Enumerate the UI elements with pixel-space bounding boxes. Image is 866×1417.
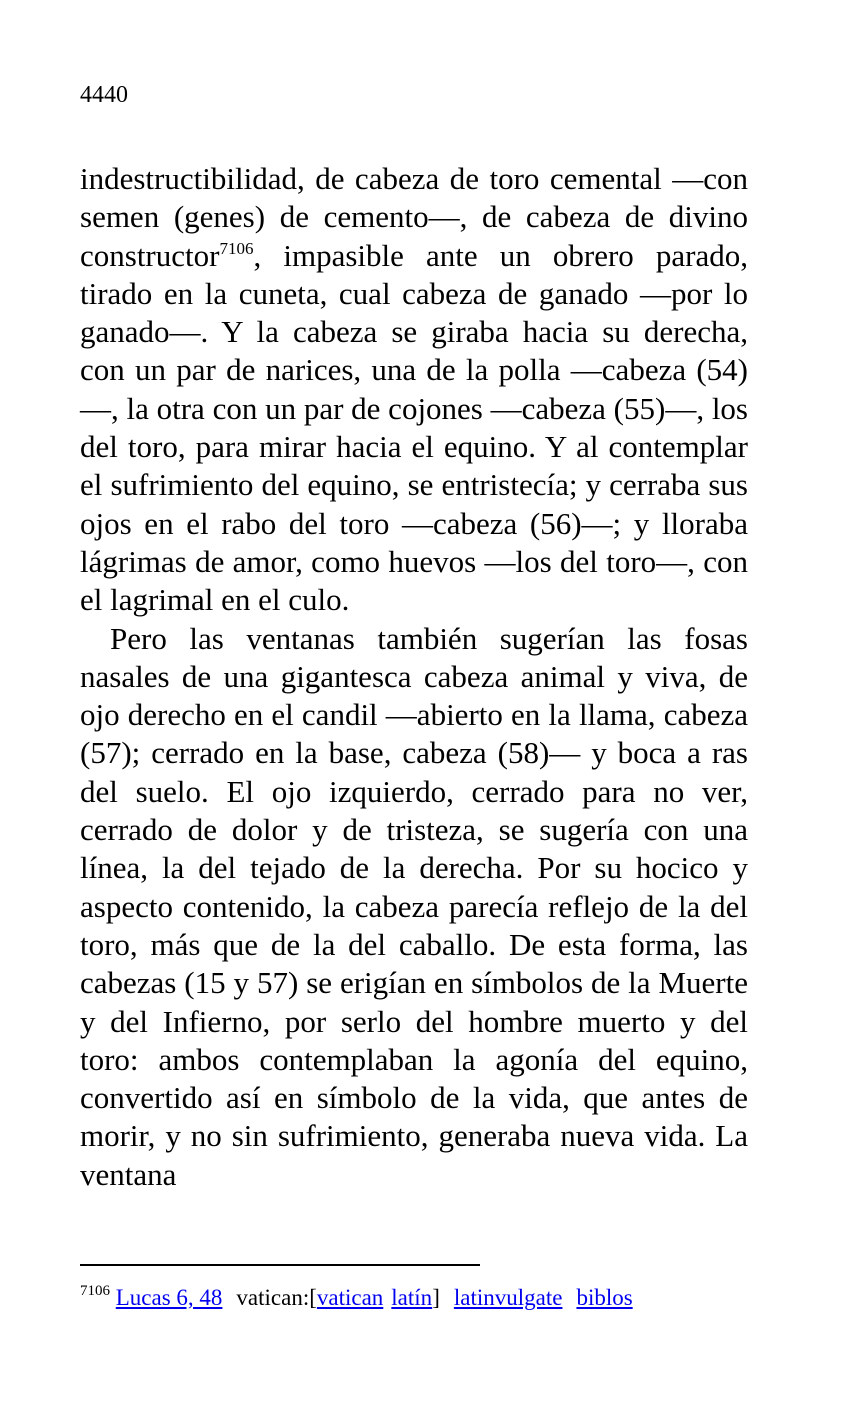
link-vatican[interactable]: vatican	[316, 1285, 384, 1310]
paragraph-2: Pero las ventanas también sugerían las fosas nasales de una gigantesca cabeza animal y viva, de ojo derecho en el candil —abierto en la llama, cabeza (57); cerrado en la base, cabeza (58)— y boca a ras del suelo. El ojo izquierdo, cerrado para no ver, cerrado de dolor y de tristeza, se sugería con una línea, la del tejado de la derecha. Por su hocico y aspecto contenido, la cabeza parecía reflejo de la del toro, más que de la del caballo. De esta forma, las cabezas (15 y 57) se erigían en símbolos de la Muerte y del Infierno, por serlo del hombre muerto y del toro: ambos contemplaban la agonía del equino, convertido así en símbolo de la vida, que antes de morir, y no sin sufrimiento, generaba nueva vida. La ventana	[80, 620, 748, 1192]
paragraph-1-text-b: , impasible ante un obrero parado, tirado en la cuneta, cual cabeza de ganado —por lo ganado—. Y la cabeza se giraba hacia su derecha, con un par de narices, una de la polla —cabeza (54)—, la otra con un par de cojones —cabeza (55)—, los del toro, para mirar hacia el equino. Y al contemplar el sufrimiento del equino, se entristecía; y cerraba sus ojos en el rabo del toro —cabeza (56)—; y lloraba lágrimas de amor, como huevos —los del toro—, con el lagrimal en el culo.	[80, 237, 748, 618]
vatican-prefix: vatican:[	[236, 1285, 317, 1310]
link-biblos[interactable]: biblos	[576, 1285, 633, 1310]
link-latin[interactable]: latín	[391, 1285, 433, 1310]
footnote	[80, 1282, 780, 1314]
footnote-reference: 7106	[219, 238, 254, 258]
link-lucas[interactable]: Lucas 6, 48	[115, 1285, 223, 1310]
footnote-number: 7106	[80, 1283, 110, 1299]
body-text	[80, 160, 748, 1194]
page-number: 4440	[80, 82, 128, 108]
footnote-divider	[80, 1264, 480, 1266]
link-latinvulgate[interactable]: latinvulgate	[453, 1285, 563, 1310]
vatican-suffix: ]	[432, 1285, 440, 1310]
paragraph-1-text-a: indestructibilidad, de cabeza de toro cemental —con semen (genes) de cemento—, de cabeza de divino constructor	[80, 161, 748, 273]
paragraph-1	[80, 160, 748, 620]
